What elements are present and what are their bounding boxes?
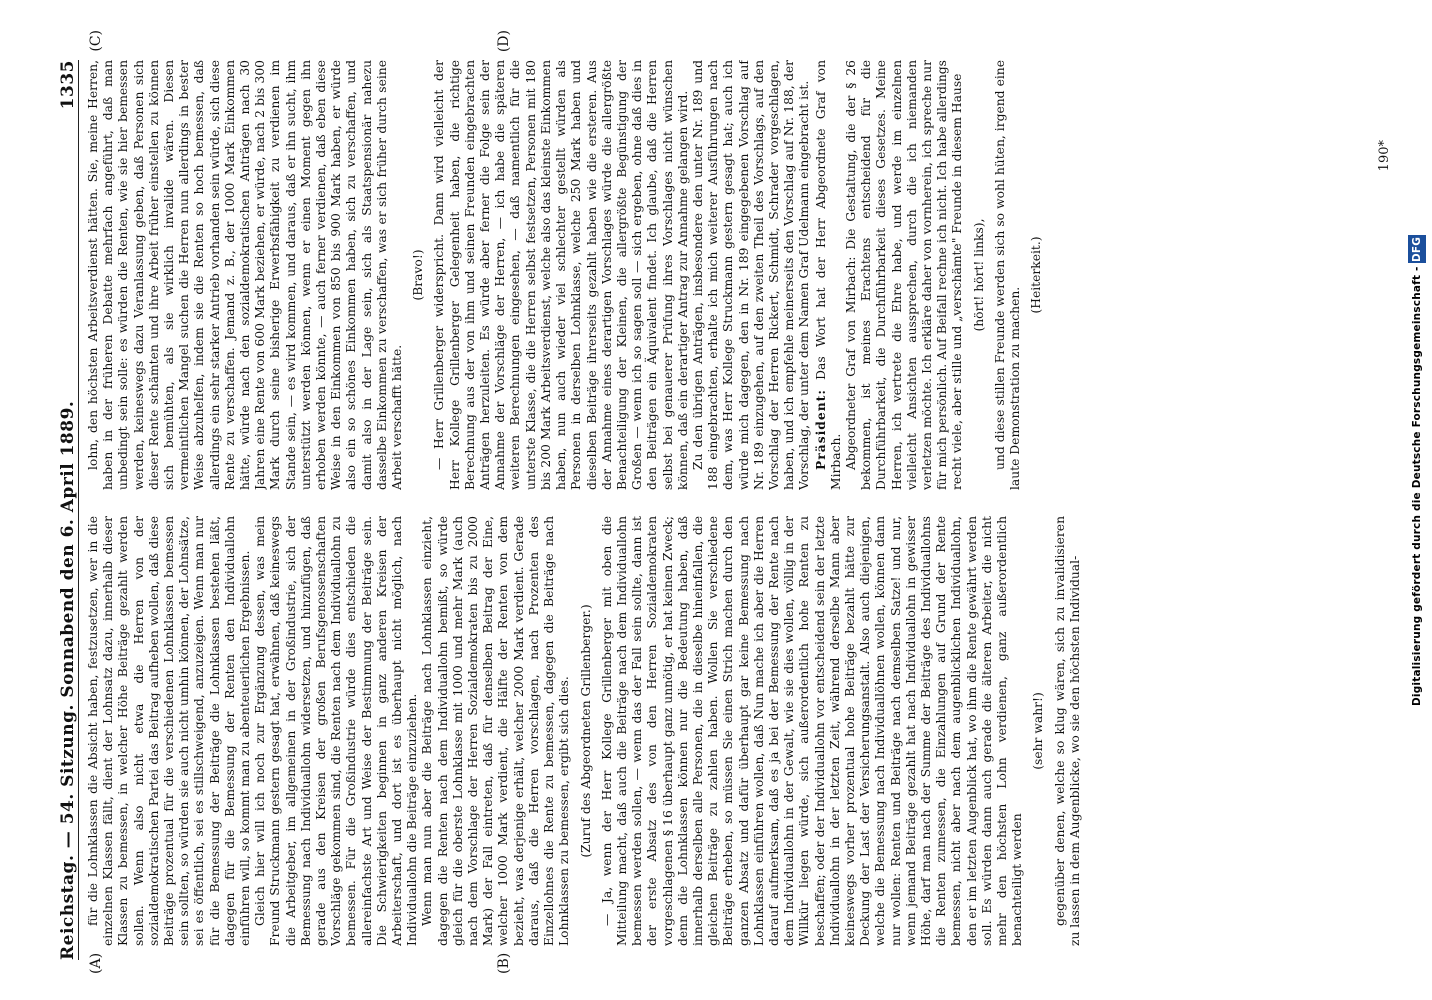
page-header bbox=[48, 60, 79, 960]
interjection: (hört! hört! links), bbox=[971, 218, 986, 332]
digitization-credit bbox=[1408, 6, 1430, 706]
paragraph: gegenüber denen, welche so klug wären, sich zu invalidisieren zu lassen in dem Augenblicke, wo sie den höchsten Individual- bbox=[1052, 516, 1082, 946]
president-text: Das Wort hat der Herr Abgeordnete Graf von Mirbach. bbox=[813, 60, 843, 490]
interjection: (sehr wahr!) bbox=[1031, 692, 1046, 770]
paragraph: Gleich hier will ich noch zur Ergänzung dessen, was mein Freund Struckmann gestern gesagt hat, erwähnen, daß keineswegs die Arbeitgeber, im allgemeinen in der Großindustrie, sich der Bemessung nach Individuallohn widersetzen, und hinzufügen, daß gerade aus den Kreisen der großen Berufsgenossenschaften Vorschläge gekommen sind, die Renten nach dem Individuallohn zu bemessen. Für die Großindustrie würde dies entschieden die allereinfachste Art und Weise der Bestimmung der Beiträge sein. Die Schwierigkeiten beginnen in ganz anderen Kreisen der Arbeiterschaft, und dort ist es überhaupt nicht möglich, nach Individuallohn die Beiträge einzuziehen. bbox=[253, 516, 420, 946]
rotated-document-page bbox=[26, 20, 1406, 980]
interjection: (Zuruf des Abgeordneten Grillenberger.) bbox=[578, 604, 593, 858]
margin-marker-b: (B) bbox=[496, 952, 512, 974]
paragraph: — Ja, wenn der Herr Kollege Grillenberger mit oben die Mitteilung macht, daß auch die Beiträge nach dem Individuallohn bemessen werden sollen, — wenn das der Fall sein sollte, dann ist der erste Absatz des von den Herren Sozialdemokraten vorgeschlagenen § 16 überhaupt ganz unnötig, er hat keinen Zweck; denn die Lohnklassen können nur die Bedeutung haben, daß innerhalb derselben alle Personen, die in dieselbe hineinfallen, die gleichen Beiträge zu zahlen haben. Wollen Sie verschiedene Beiträge erheben, so müssen Sie einen Strich machen durch den ganzen Absatz und dafür überhaupt gar keine Bemessung nach Lohnklassen einführen wollen, daß Nun mache ich aber die Herren darauf aufmerksam, daß es ja bei der Bemessung der Rente nach dem Individuallohn in der Gewalt, wie sie dies wollen, völlig in der Willkür liegen würde, sich außerordentlich hohe Renten zu beschaffen; oder der Individuallohn vor entscheidend sein der letzte Individuallohn in der letzten Zeit, während derselbe Mann aber keineswegs vorher prozentual hohe Beiträge bezahlt hätte zur Deckung der Last der Versicherungsanstalt. Also auch diejenigen, welche die Bemessung nach Individuallöhnen wollen, können dann nur wollen: Renten und Beiträge nach demselben Satze! und nur, wenn jemand Beiträge gezahlt hat nach Individuallohn in gewisser Höhe, darf man nach der Summe der Beiträge des Individuallohns die Renten zumessen, die Einzahlungen auf Grund der Rente bemessen, nicht aber nach dem augenblicklichen Individuallohn, den er im letzten Augenblick hat, wo ihm die Rente gewährt werden soll. Es würden dann auch gerade die älteren Arbeiter, die nicht mehr den höchsten Lohn verdienen, ganz außerordentlich benachteiligt werden bbox=[599, 516, 1025, 946]
text-columns bbox=[86, 60, 1376, 946]
president-statement bbox=[813, 60, 844, 490]
paragraph: für die Lohnklassen die Absicht haben, festzusetzen, wer in die einzelnen Klassen fällt, dient der Lohnsatz dazu, innerhalb dieser Klassen zu bemessen, in welcher Höhe Beiträge gezahlt werden sollen. Wenn also nicht etwa die Herren von der sozialdemokratischen Partei das Beitrag aufheben wollen, daß diese Beiträge prozentual für die verschiedenen Lohnklassen bemessen sein sollten, so würden sie auch nicht umhin können, der Lohnsätze, sei es öffentlich, sei es stillschweigend, anzuzeigen. Wenn man nur für die Bemessung der Beiträge die Lohnklassen bestehen läßt, dagegen für die Bemessung der Renten den Individuallohn einführen will, so kommt man zu abenteuerlichen Ergebnissen. bbox=[86, 516, 253, 946]
credit-text: Digitalisierung gefördert durch die Deutsche Forschungsgemeinschaft - bbox=[1411, 266, 1423, 706]
dfg-logo: DFG bbox=[1408, 235, 1426, 262]
paragraph: Abgeordneter Graf von Mirbach: Die Gestaltung, die der § 26 bekommen, ist meines Erachtens entscheidend für die Durchführbarkeit, die Durchführbarkeit dieses Gesetzes. Meine Herren, ich vertrete die Ehre habe, und werde im einzelnen vielleicht Ansichten aussprechen, durch die ich niemanden verletzen möchte. Ich erkläre daher von vornherein, ich spreche nur für mich persönlich. Auf Beifall rechne ich nicht. Ich habe allerdings recht viele, aber stille und „verschämte" Freunde in diesem Hause bbox=[843, 60, 965, 490]
left-column bbox=[86, 516, 1376, 946]
margin-marker-d: (D) bbox=[496, 30, 512, 53]
margin-marker-a: (A) bbox=[88, 952, 104, 974]
paragraph: und diese stillen Freunde werden sich so wohl hüten, irgend eine laute Demonstration zu machen. bbox=[992, 60, 1022, 490]
page-number: 1335 bbox=[58, 60, 78, 110]
signature-mark: 190* bbox=[1377, 140, 1392, 172]
paragraph: Zu den übrigen Anträgen, insbesondere den unter Nr. 189 und 188 eingebrachten, erhalte ich mich weiterer Ausführungen nach dem, was Herr Kollege Struckmann gestern gesagt hat; auch ich würde mich dagegen, den in Nr. 189 eingegebenen Vorschlag auf Nr. 189 einzugehen, auf den zweiten Theil des Vorschlags, auf den Vorschlag der Herren Rickert, Schmidt, Schrader vorgeschlagen, haben, und ich empfehle meinerseits den Vorschlag auf Nr. 188, der Vorschlag, der unter dem Namen Graf Udelmann eingebracht ist. bbox=[690, 60, 812, 490]
header-title: Reichstag. — 54. Sitzung. Sonnabend den 6. April 1889. bbox=[58, 400, 78, 960]
interjection: (Heiterkeit.) bbox=[1029, 236, 1044, 314]
president-label: Präsident: bbox=[812, 389, 828, 470]
paragraph: Wenn man nun aber die Beiträge nach Lohnklassen einzieht, dagegen die Renten nach dem Individuallohn bemißt, so würde gleich für die oberste Lohnklasse mit 1000 und mehr Mark (auch nach dem Vorschlage der Herren Sozialdemokraten bis zu 2000 Mark) der Fall eintreten, daß für denselben Beitrag der Eine, welcher 1000 Mark verdient, die Hälfte der Renten von dem bezieht, was derjenige erhält, welcher 2000 Mark verdient. Gerade daraus, daß die Herren vorschlagen, nach Prozenten des Einzellohnes die Rente zu bemessen, dagegen die Beiträge nach Lohnklassen zu bemessen, ergibt sich dies. bbox=[420, 516, 572, 946]
paragraph: lohn, den höchsten Arbeitsverdienst hätten. Sie, meine Herren, haben in der früheren Debatte mehrfach angeführt, daß man unbedingt sein solle: es würden die Renten, wie sie hier bemessen werden, keineswegs dazu Veranlassung geben, daß Personen sich dieser Rente schämten und ihre Arbeit früher einstellen zu können sich bemühten, als sie wirklich invalide wären. Diesen vermeintlichen Mangel suchen die Herren nun allerdings in bester Weise abzuhelfen, indem sie die Renten so hoch bemessen, daß allerdings ein sehr starker Antrieb vorhanden sein würde, sich diese Rente zu verschaffen. Jemand z. B., der 1000 Mark Einkommen hätte, würde nach den sozialdemokratischen Anträgen nach 30 Jahren eine Rente von 600 Mark beziehen, er würde, nach 2 bis 300 Mark durch seine bisherige Erwerbsfähigkeit zu verdienen im Stande sein, — es wird kommen, und daraus, daß er ihn sucht, ihm unterstützt werden können, wenn er einen Moment gegen ihn erhoben werden könnte, — auch ferner verdienen, daß eben diese Weise in den Einkommen von 850 bis 900 Mark haben, er würde also ein so schönes Einkommen haben, sich zu verschaffen, und damit also in der Lage sein, sich als Staatspensionär nahezu dasselbe Einkommen zu verschaffen, was er sich früher durch seine Arbeit verschafft hätte. bbox=[86, 60, 405, 490]
margin-marker-c: (C) bbox=[88, 30, 104, 52]
paragraph: — Herr Grillenberger widerspricht. Dann wird vielleicht der Herr Kollege Grillenberger Gelegenheit haben, die richtige Berechnung aus der von ihm und seinen Freunden eingebrachten Anträgen herzuleiten. Es würde aber ferner die Folge sein der Annahme der Vorschläge der Herren, — ich habe die späteren weiteren Berechnungen eingesehen, — daß namentlich für die unterste Klasse, die die Herren selbst festsetzen, Personen mit 180 bis 200 Mark Arbeitsverdienst, welche also das kleinste Einkommen haben, nun auch wieder viel schlechter gestellt würden als Personen in derselben Lohnklasse, welche 250 Mark haben und dieselben Beiträge ihrerseits gezahlt haben wie die ersteren. Aus der Annahme eines derartigen Vorschlages würde die allergrößte Benachteiligung der Kleinen, die allergrößte Begünstigung der Großen — wenn ich so sagen soll — sich ergeben, ohne daß dies in den Beiträgen ein Äquivalent findet. Ich glaube, daß die Herren selbst bei genauerer Prüfung ihres Vorschlages nicht wünschen können, daß ein derartiger Antrag zur Annahme gelangen wird. bbox=[432, 60, 690, 490]
right-column bbox=[86, 60, 1376, 490]
interjection: (Bravo!) bbox=[411, 249, 426, 301]
